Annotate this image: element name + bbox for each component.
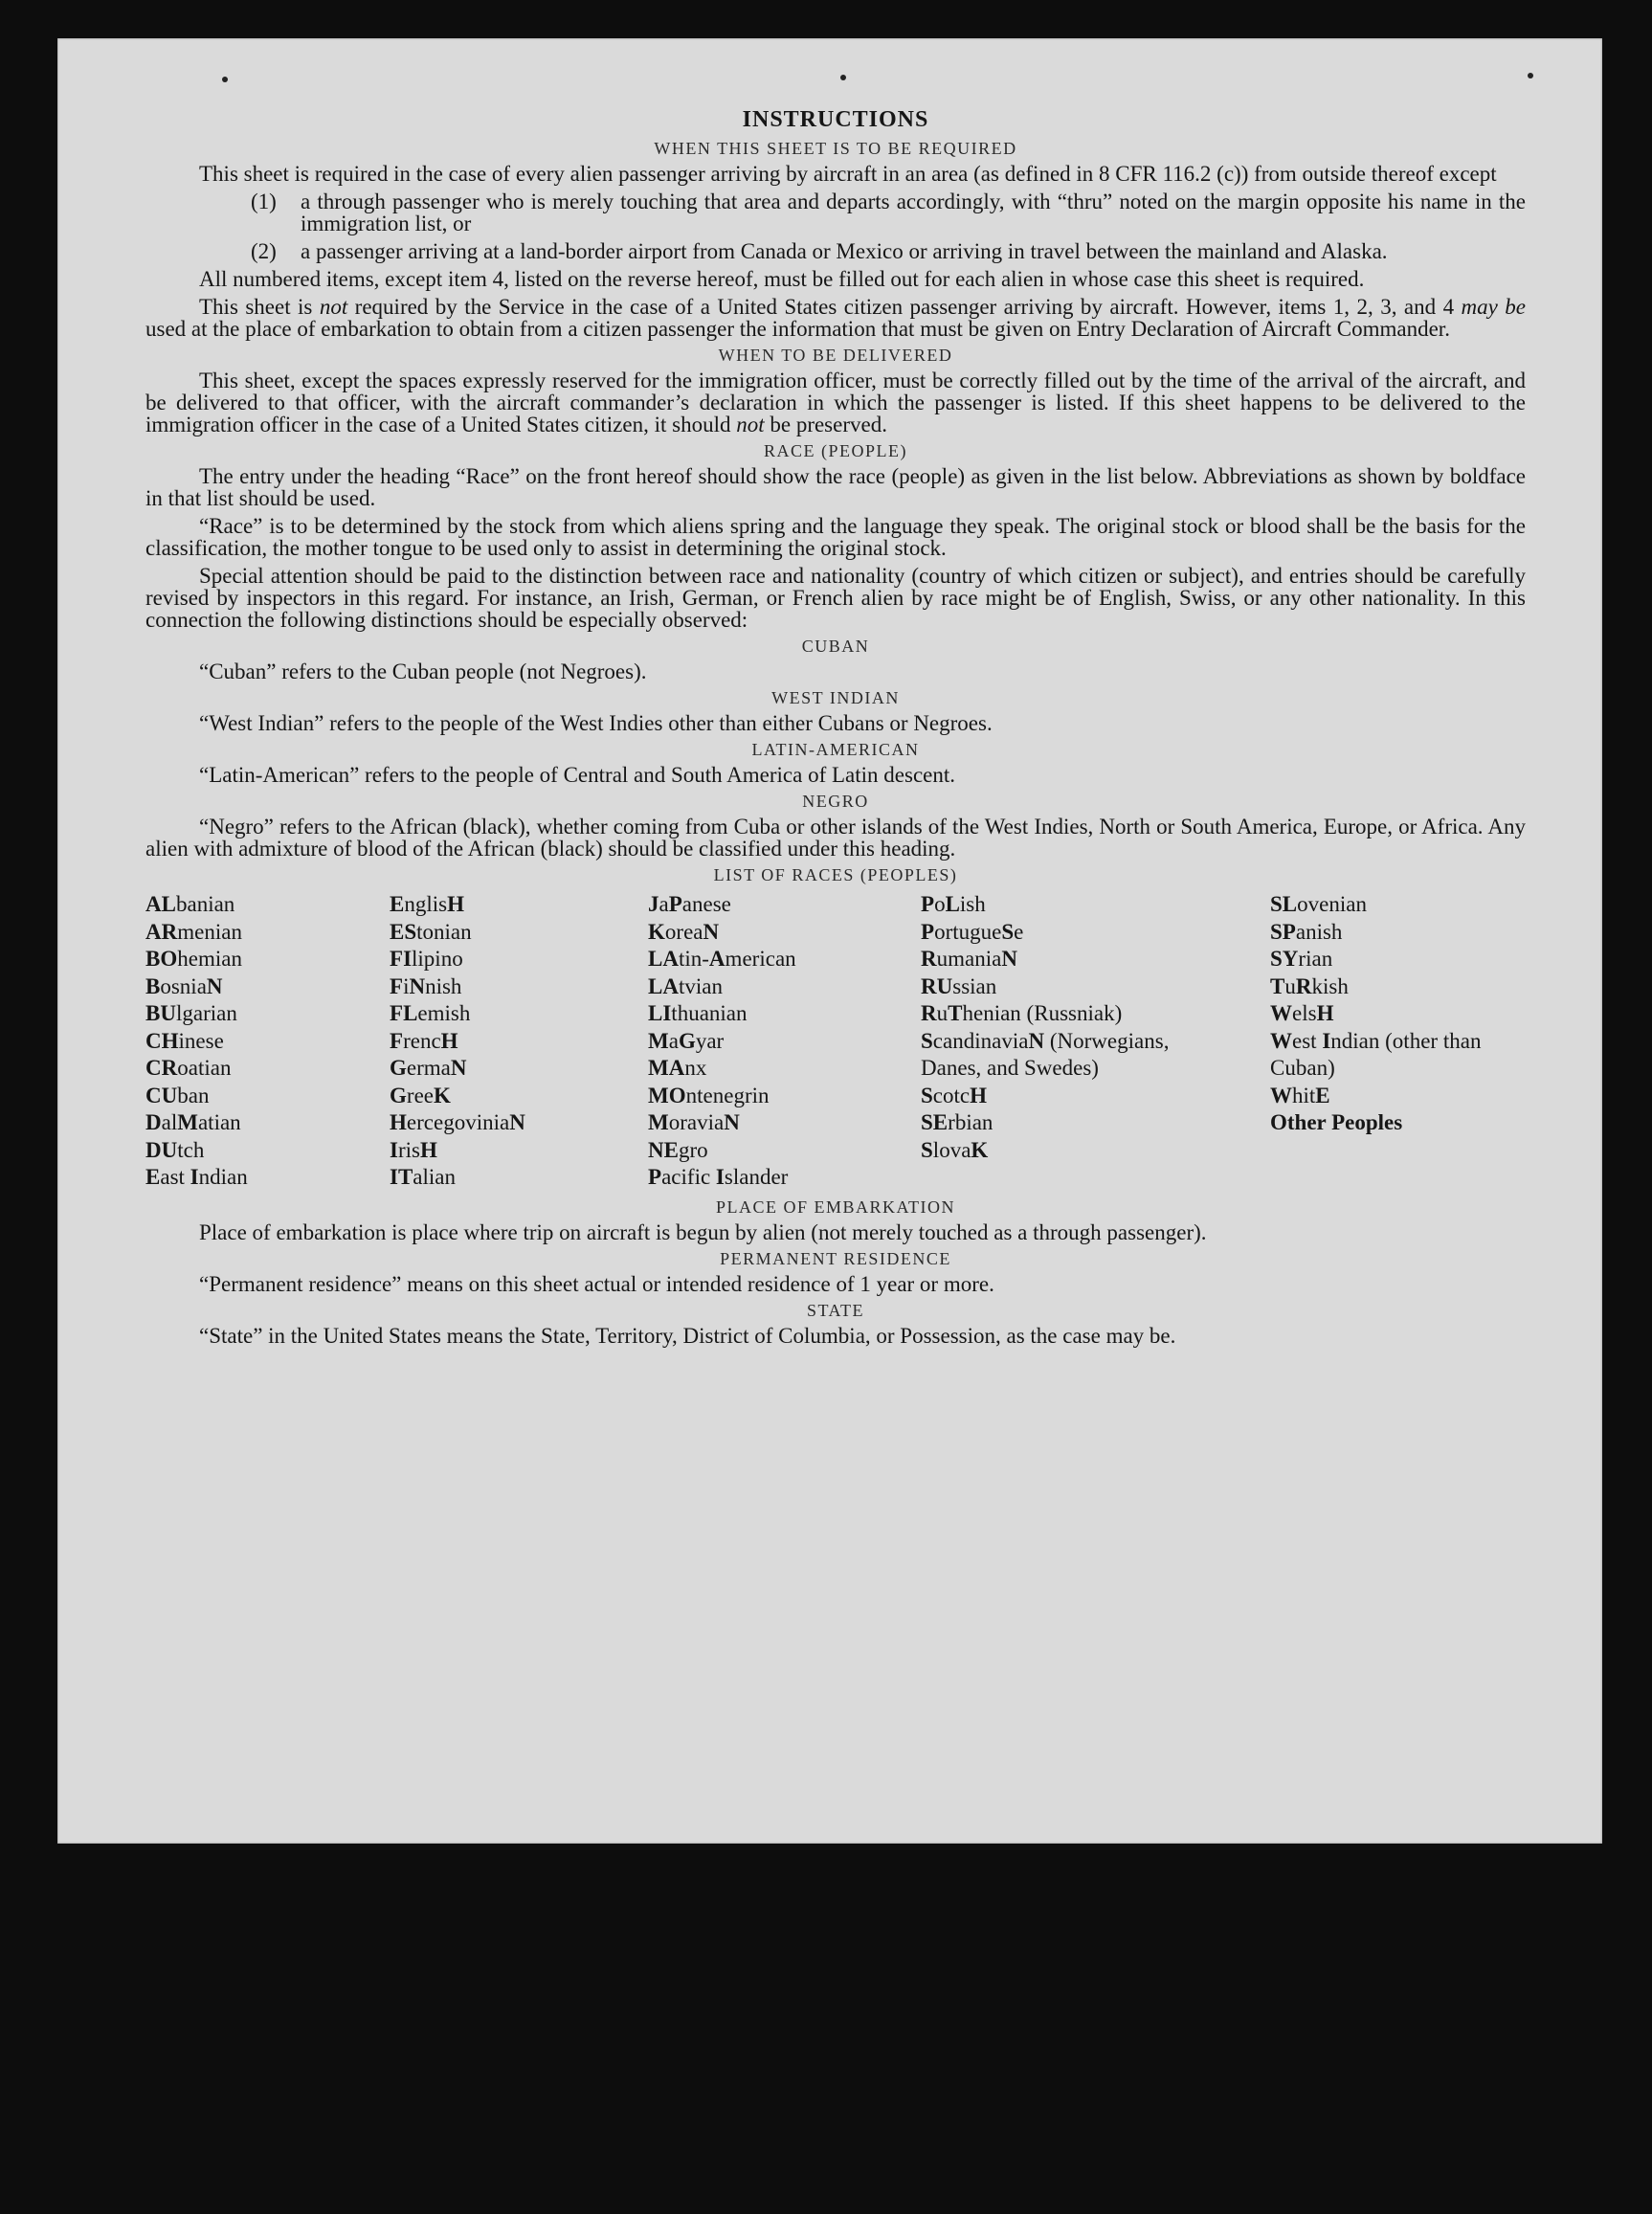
delivered-para	[145, 369, 1526, 436]
race-entry: ARmenian	[145, 919, 242, 944]
text-run: be preserved.	[764, 413, 887, 436]
italic-run: may be	[1461, 295, 1526, 319]
section-heading-west-indian: WEST INDIAN	[771, 688, 900, 707]
section-heading-delivered: WHEN TO BE DELIVERED	[718, 346, 953, 365]
race-entry: MoraviaN	[648, 1110, 740, 1134]
speck-mark	[222, 77, 228, 82]
citizen-para	[145, 296, 1526, 340]
race-entry: MOntenegrin	[648, 1083, 770, 1107]
race-entry: RumaniaN	[921, 947, 1017, 971]
race-entry: FrencH	[390, 1028, 458, 1053]
race-column	[390, 891, 648, 1192]
item-text: a through passenger who is merely touching that area and departs accordingly, with “thru” noted on the margin opposite his name in the immigration list, or	[301, 190, 1526, 235]
italic-run: not	[319, 295, 348, 319]
item-number: (2)	[251, 239, 277, 263]
race-column	[921, 891, 1270, 1192]
race-entry: GreeK	[390, 1083, 451, 1107]
race-entry: Pacific Islander	[648, 1165, 789, 1189]
section-heading-race: RACE (PEOPLE)	[764, 441, 907, 460]
speck-mark	[840, 75, 846, 80]
race-entry: ITalian	[390, 1165, 457, 1189]
race-entry: WelsH	[1270, 1001, 1334, 1025]
race-entry: WhitE	[1270, 1083, 1330, 1107]
race-entry: SErbian	[921, 1110, 993, 1134]
race-entry: SPanish	[1270, 919, 1343, 944]
race-entry: CUban	[145, 1083, 210, 1107]
section-heading-residence: PERMANENT RESIDENCE	[720, 1248, 951, 1268]
section-heading-embarkation: PLACE OF EMBARKATION	[715, 1196, 956, 1217]
race-entry: TuRkish	[1270, 973, 1349, 998]
race-column	[1270, 891, 1519, 1192]
west-indian-text: “West Indian” refers to the people of the West Indies other than either Cubans or Negroes.	[199, 711, 993, 735]
race-entry: RuThenian (Russniak)	[921, 1001, 1123, 1025]
section-heading-required: WHEN THIS SHEET IS TO BE REQUIRED	[654, 139, 1017, 158]
race-entry: JaPanese	[648, 892, 731, 916]
race-para: The entry under the heading “Race” on the front hereof should show the race (people) as given in the list below. Abbreviations as shown by boldface in that list should be used.	[145, 464, 1526, 510]
race-entry: CHinese	[145, 1028, 224, 1053]
embarkation-text: Place of embarkation is place where trip on aircraft is begun by alien (not merely touched as a through passenger).	[199, 1219, 1207, 1244]
race-list	[145, 891, 1526, 1192]
race-entry: West Indian (other than Cuban)	[1270, 1028, 1482, 1080]
race-entry: KoreaN	[648, 919, 720, 944]
race-entry: MAnx	[648, 1056, 707, 1080]
race-entry: SLovenian	[1270, 892, 1367, 916]
race-column	[145, 891, 390, 1192]
race-entry: ALbanian	[145, 892, 235, 916]
section-heading-race-list: LIST OF RACES (PEOPLES)	[713, 865, 958, 884]
race-para: “Race” is to be determined by the stock from which aliens spring and the language they speak. The original stock or blood shall be the basis for the classification, the mother tongue to be used only to assist in determining the original stock.	[145, 514, 1526, 560]
text-run: used at the place of embarkation to obtain from a citizen passenger the information that must be given on Entry Declaration of Aircraft Commander.	[145, 317, 1450, 341]
text-run: This sheet is	[199, 295, 320, 319]
italic-run: not	[736, 413, 765, 436]
race-entry: BOhemian	[145, 947, 242, 971]
race-entry: MaGyar	[648, 1028, 725, 1053]
race-entry: EnglisH	[390, 892, 464, 916]
race-entry: PoLish	[921, 892, 986, 916]
item-number: (1)	[251, 190, 277, 213]
race-entry: GermaN	[390, 1056, 467, 1080]
race-entry: NEgro	[648, 1137, 708, 1162]
text-run: This sheet, except the spaces expressly reserved for the immigration officer, must be correctly filled out by the time of the arrival of the aircraft, and be delivered to that officer, with the aircraft commander’s declaration in which the passenger is listed. If this sheet happens to be delivered to the immigration officer in the case of a United States citizen, it should	[145, 369, 1526, 436]
page-title: INSTRUCTIONS	[742, 107, 929, 132]
instruction-sheet	[57, 38, 1602, 1844]
race-entry: ScandinaviaN (Norwegians, Danes, and Swedes)	[921, 1028, 1170, 1080]
race-entry: BosniaN	[145, 973, 223, 998]
race-entry: Other Peoples	[1270, 1110, 1403, 1134]
race-para: Special attention should be paid to the distinction between race and nationality (country of which citizen or subject), and entries should be carefully revised by inspectors in this regard. For instance, an Irish, German, or French alien by race might be of English, Swiss, or any other nationality. In this connection the following distinctions should be especially observed:	[145, 564, 1526, 632]
race-entry: DalMatian	[145, 1110, 241, 1134]
race-column	[648, 891, 921, 1192]
race-entry: HercegoviniaN	[390, 1110, 525, 1134]
race-entry: SlovaK	[921, 1137, 989, 1162]
exception-item	[251, 240, 1526, 262]
race-entry: SYrian	[1270, 947, 1333, 971]
section-heading-state: STATE	[806, 1300, 865, 1320]
race-entry: PortugueSe	[921, 919, 1024, 944]
required-para: All numbered items, except item 4, listed on the reverse hereof, must be filled out for each alien in whose case this sheet is required.	[199, 267, 1365, 291]
race-entry: EStonian	[390, 919, 472, 944]
race-entry: LAtin-American	[648, 947, 796, 971]
state-text: “State” in the United States means the State, Territory, District of Columbia, or Possession, as the case may be.	[199, 1323, 1176, 1348]
race-entry: LAtvian	[648, 973, 723, 998]
race-entry: FLemish	[390, 1001, 471, 1025]
race-entry: FiNnish	[390, 973, 462, 998]
race-entry: ScotcH	[921, 1083, 988, 1107]
race-entry: IrisH	[390, 1137, 437, 1162]
text-run: required by the Service in the case of a United States citizen passenger arriving by aircraft. However, items 1, 2, 3, and 4	[347, 295, 1462, 319]
race-entry: FIlipino	[390, 947, 463, 971]
race-entry: CRoatian	[145, 1056, 232, 1080]
residence-text: “Permanent residence” means on this sheet actual or intended residence of 1 year or more.	[199, 1271, 994, 1296]
race-entry: DUtch	[145, 1137, 205, 1162]
required-intro: This sheet is required in the case of every alien passenger arriving by aircraft in an area (as defined in 8 CFR 116.2 (c)) from outside thereof except	[199, 162, 1497, 186]
speck-mark	[1528, 73, 1533, 78]
latin-american-text: “Latin-American” refers to the people of Central and South America of Latin descent.	[199, 763, 955, 787]
negro-text: “Negro” refers to the African (black), whether coming from Cuba or other islands of the West Indies, North or South America, Europe, or Africa. Any alien with admixture of blood of the African (black) should be classified under this heading.	[145, 815, 1526, 861]
exception-item	[251, 190, 1526, 235]
section-heading-latin-american: LATIN-AMERICAN	[751, 740, 920, 759]
item-text: a passenger arriving at a land-border airport from Canada or Mexico or arriving in travel between the mainland and Alaska.	[301, 239, 1388, 263]
cuban-text: “Cuban” refers to the Cuban people (not Negroes).	[199, 660, 647, 683]
race-entry: LIthuanian	[648, 1001, 748, 1025]
race-entry: BUlgarian	[145, 1001, 237, 1025]
section-heading-negro: NEGRO	[802, 792, 869, 811]
race-entry: RUssian	[921, 973, 997, 998]
race-entry: East Indian	[145, 1165, 248, 1189]
section-heading-cuban: CUBAN	[801, 637, 870, 656]
